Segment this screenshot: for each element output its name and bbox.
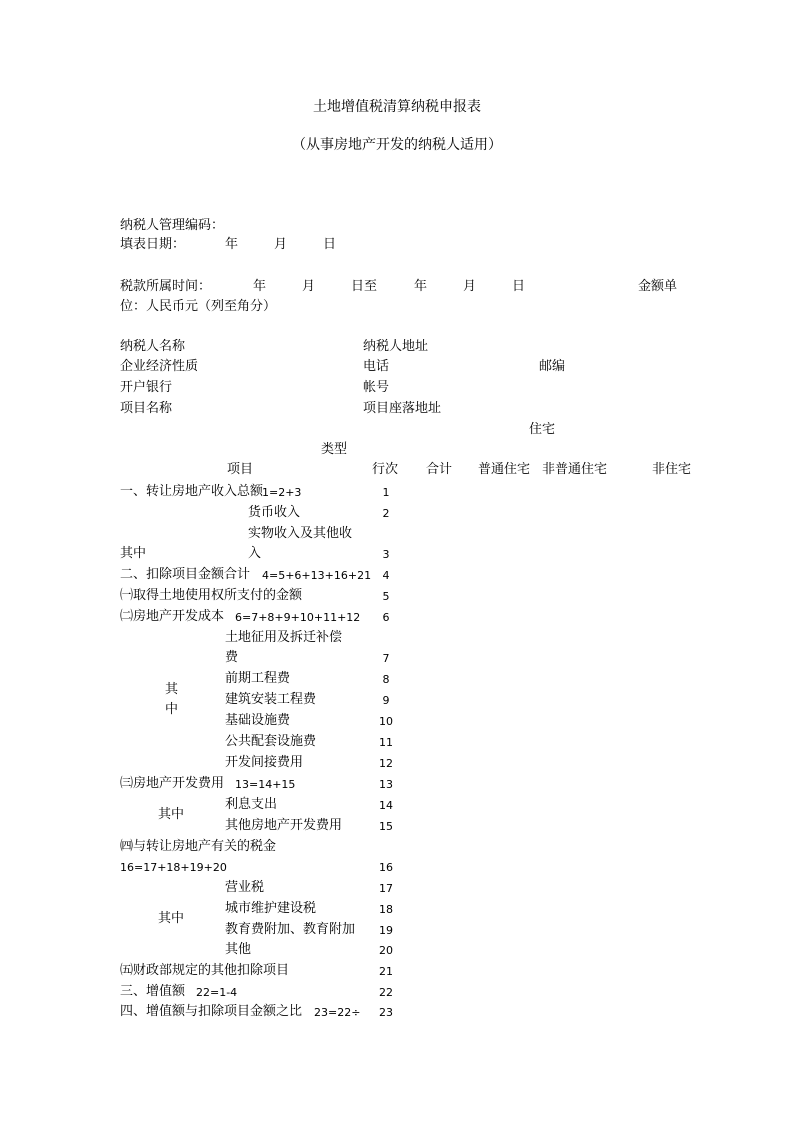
- row-number: 4: [382, 569, 390, 582]
- row-number: 21: [379, 965, 393, 978]
- header-non-residential: 非住宅: [652, 462, 692, 477]
- row-number: 22: [379, 986, 393, 999]
- row-number: 23: [379, 1006, 393, 1019]
- row-label: ㈣与转让房地产有关的税金: [120, 839, 277, 854]
- row-formula: 16=17+18+19+20: [120, 861, 227, 874]
- fill-date-label: 填表日期：: [120, 237, 186, 252]
- row-number: 17: [379, 882, 393, 895]
- row-number: 15: [379, 820, 393, 833]
- postcode-label: 邮编: [539, 359, 566, 374]
- header-ordinary-housing: 普通住宅: [478, 462, 531, 477]
- row-label-cont: 入: [248, 546, 262, 561]
- header-non-ordinary-housing: 非普通住宅: [542, 462, 608, 477]
- period-end-month: 月: [463, 279, 477, 294]
- period-end-day: 日: [512, 279, 526, 294]
- fill-date-month: 月: [274, 237, 288, 252]
- row-number: 12: [379, 757, 393, 770]
- row-label: 土地征用及拆迁补偿: [225, 630, 343, 645]
- row-number: 14: [379, 799, 393, 812]
- row-number: 18: [379, 903, 393, 916]
- row-number: 6: [382, 611, 390, 624]
- period-end-year: 年: [414, 279, 428, 294]
- group-label-qizhong: 其中: [158, 911, 185, 926]
- header-row-no: 行次: [372, 462, 399, 477]
- row-label: 实物收入及其他收: [248, 526, 353, 541]
- header-total: 合计: [426, 462, 453, 477]
- row-number: 1: [382, 486, 390, 499]
- row-number: 7: [382, 652, 390, 665]
- row-label: 一、转让房地产收入总额: [120, 484, 264, 499]
- fill-date-year: 年: [225, 237, 239, 252]
- group-label-qi: 其: [165, 682, 179, 697]
- period-label: 税款所属时间：: [120, 279, 212, 294]
- row-label: ㈤财政部规定的其他扣除项目: [120, 963, 290, 978]
- taxpayer-name-label: 纳税人名称: [120, 339, 186, 354]
- row-number: 9: [382, 694, 390, 707]
- phone-label: 电话: [363, 359, 390, 374]
- period-to-label: 日至: [351, 279, 378, 294]
- row-label: 公共配套设施费: [225, 734, 317, 749]
- account-label: 帐号: [363, 380, 390, 395]
- project-address-label: 项目座落地址: [363, 401, 442, 416]
- group-label-qizhong: 其中: [158, 807, 185, 822]
- header-housing: 住宅: [529, 422, 556, 437]
- row-number: 3: [382, 548, 390, 561]
- project-name-label: 项目名称: [120, 401, 173, 416]
- row-label: 三、增值额: [120, 984, 186, 999]
- row-label: 营业税: [225, 880, 265, 895]
- taxpayer-address-label: 纳税人地址: [363, 339, 429, 354]
- row-label: ㈡房地产开发成本: [120, 609, 225, 624]
- row-label: 二、扣除项目金额合计: [120, 567, 251, 582]
- period-start-year: 年: [253, 279, 267, 294]
- page-subtitle: （从事房地产开发的纳税人适用）: [292, 137, 502, 153]
- row-number: 19: [379, 924, 393, 937]
- row-label: 四、增值额与扣除项目金额之比: [120, 1004, 303, 1019]
- row-label: 其他: [225, 942, 252, 957]
- row-label: 基础设施费: [225, 713, 291, 728]
- row-label: 教育费附加、教育附加: [225, 922, 356, 937]
- row-number: 2: [382, 507, 390, 520]
- row-formula: 22=1-4: [196, 986, 238, 999]
- row-formula: 1=2+3: [262, 486, 302, 499]
- row-label: 其他房地产开发费用: [225, 818, 343, 833]
- taxpayer-code-label: 纳税人管理编码：: [120, 218, 225, 233]
- row-label: 开发间接费用: [225, 755, 304, 770]
- row-label: 利息支出: [225, 797, 278, 812]
- page-title: 土地增值税清算纳税申报表: [313, 99, 481, 115]
- row-label: 建筑安装工程费: [225, 692, 317, 707]
- row-number: 10: [379, 715, 393, 728]
- row-number: 11: [379, 736, 393, 749]
- row-formula: 4=5+6+13+16+21: [262, 569, 372, 582]
- row-number: 16: [379, 861, 393, 874]
- row-label: ㈢房地产开发费用: [120, 776, 225, 791]
- row-formula: 6=7+8+9+10+11+12: [235, 611, 361, 624]
- row-label: ㈠取得土地使用权所支付的金额: [120, 588, 303, 603]
- amount-unit-label-cont: 位：人民币元（列至角分）: [120, 299, 277, 314]
- group-label-qizhong: 其中: [120, 546, 147, 561]
- group-label-zhong: 中: [165, 702, 179, 717]
- fill-date-day: 日: [323, 237, 337, 252]
- row-label: 货币收入: [248, 505, 301, 520]
- row-number: 13: [379, 778, 393, 791]
- row-number: 20: [379, 944, 393, 957]
- row-label: 城市维护建设税: [225, 901, 317, 916]
- row-label: 前期工程费: [225, 671, 291, 686]
- header-type: 类型: [321, 442, 348, 457]
- row-number: 8: [382, 673, 390, 686]
- row-formula: 13=14+15: [235, 778, 296, 791]
- period-start-month: 月: [302, 279, 316, 294]
- amount-unit-label: 金额单: [638, 279, 678, 294]
- row-number: 5: [382, 590, 390, 603]
- header-item: 项目: [227, 462, 254, 477]
- bank-label: 开户银行: [120, 380, 173, 395]
- enterprise-type-label: 企业经济性质: [120, 359, 199, 374]
- row-formula: 23=22÷: [314, 1006, 361, 1019]
- row-label-cont: 费: [225, 650, 239, 665]
